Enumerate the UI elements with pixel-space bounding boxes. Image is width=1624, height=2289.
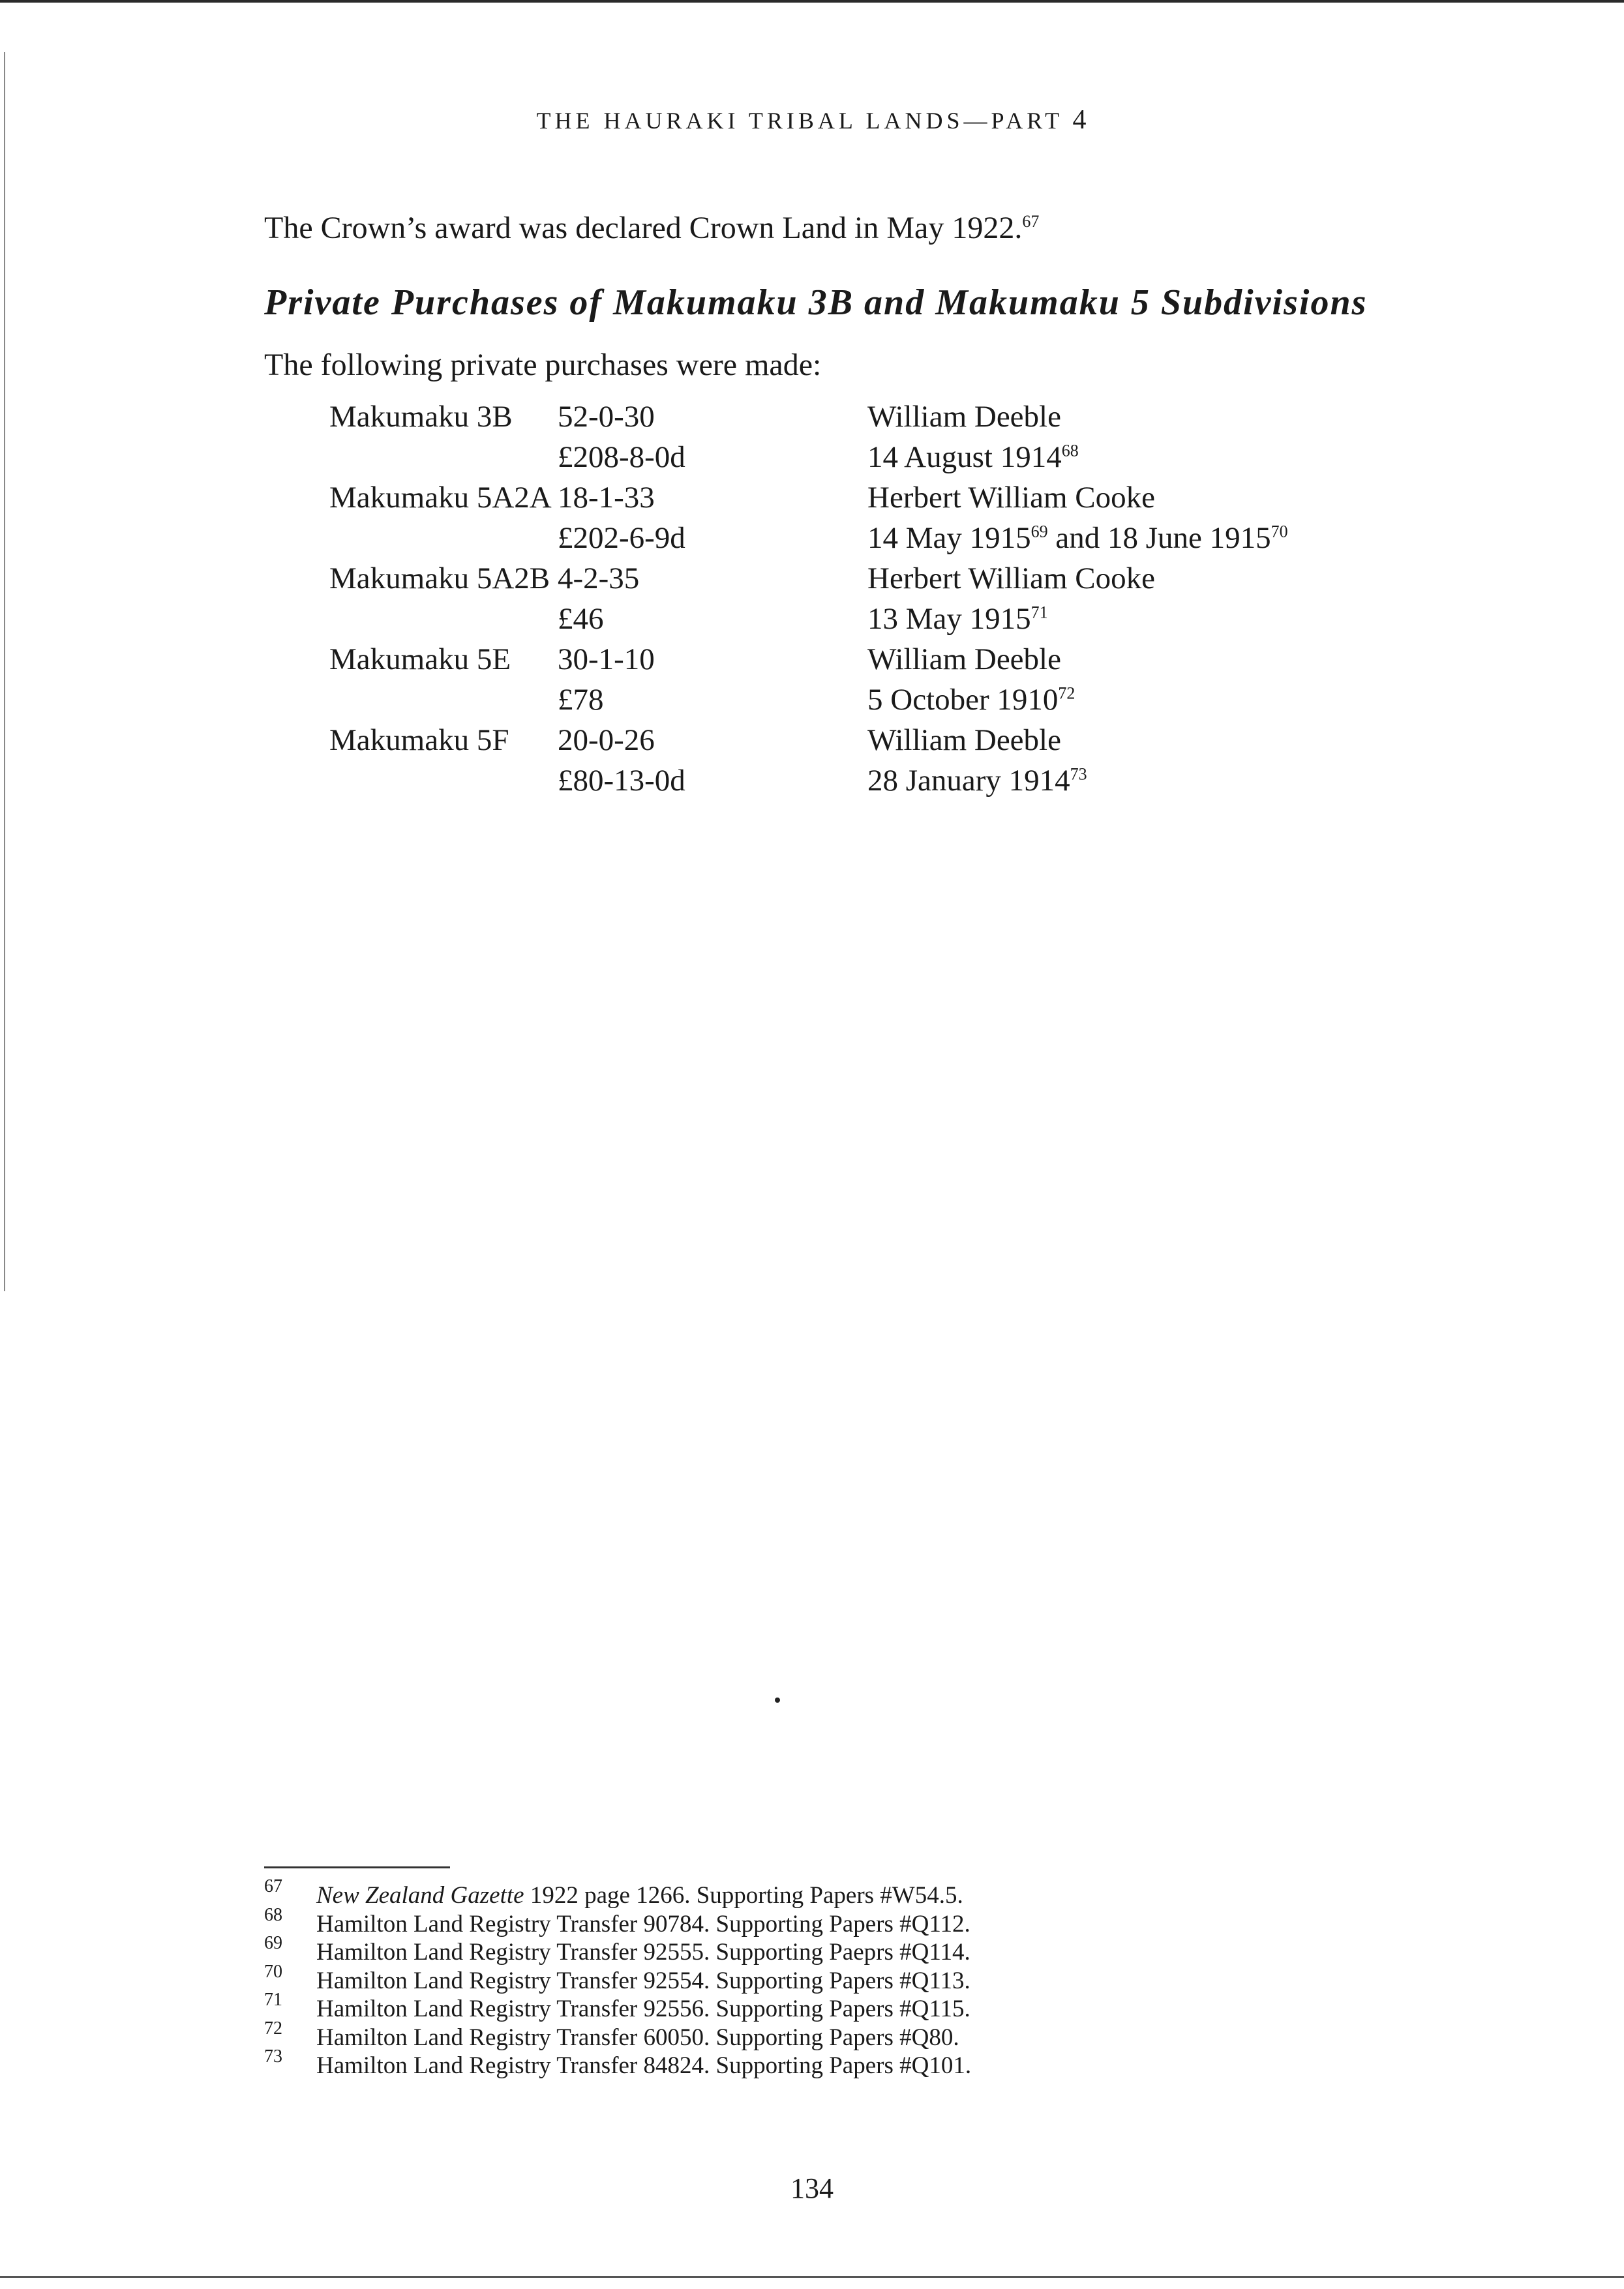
purchase-price: £46 [558, 602, 604, 636]
block-area: 52-0-30 [558, 400, 655, 434]
block-area: 4-2-35 [558, 561, 640, 595]
date-text: 13 May 1915 [867, 602, 1031, 636]
footnote-ref: 70 [1271, 522, 1288, 541]
block-area: 20-0-26 [558, 723, 655, 757]
block-name: Makumaku 5A2B [329, 561, 550, 595]
purchase-price: £202-6-9d [558, 521, 685, 555]
block-name: Makumaku 5F [329, 723, 509, 757]
footnote-number: 72 [264, 2018, 282, 2039]
footnote-ref: 72 [1058, 683, 1075, 703]
intro-paragraph [264, 209, 1039, 248]
purchase-date [867, 760, 1087, 801]
purchaser: Herbert William Cooke [867, 561, 1156, 595]
purchaser: William Deeble [867, 723, 1061, 757]
footnote-number: 70 [264, 1961, 282, 1982]
top-edge-rule [0, 0, 1624, 3]
footnote-body: 1922 page 1266. Supporting Papers #W54.5. [524, 1882, 963, 1909]
date-text-second: and 18 June 1915 [1047, 521, 1271, 555]
purchaser: William Deeble [867, 642, 1061, 676]
purchase-date [867, 680, 1075, 720]
footnote-number: 68 [264, 1904, 282, 1925]
footnote-number: 69 [264, 1933, 282, 1953]
footnote-text [316, 1881, 963, 1909]
date-text: 5 October 1910 [867, 683, 1059, 717]
footnote-ref: 68 [1061, 441, 1079, 460]
footnote-rule [264, 1866, 450, 1868]
block-name: Makumaku 5A2A [329, 481, 552, 515]
intro-text: The Crown’s award was declared Crown Land in May 1922. [264, 211, 1023, 245]
footnote-text: Hamilton Land Registry Transfer 92554. Supporting Papers #Q113. [316, 1967, 970, 1994]
footnote-text: Hamilton Land Registry Transfer 92556. Supporting Papers #Q115. [316, 1996, 970, 2022]
ink-speck [775, 1698, 780, 1703]
purchase-date [867, 518, 1288, 558]
footnote-title: New Zealand Gazette [316, 1882, 524, 1909]
footnote-text: Hamilton Land Registry Transfer 92555. Supporting Paeprs #Q114. [316, 1939, 970, 1966]
footnote-number: 71 [264, 1990, 282, 2010]
footnote-number: 67 [264, 1876, 282, 1896]
footnote-text: Hamilton Land Registry Transfer 60050. Supporting Papers #Q80. [316, 2024, 959, 2051]
section-heading: Private Purchases of Makumaku 3B and Makumaku 5 Subdivisions [264, 282, 1368, 323]
footnote-text: Hamilton Land Registry Transfer 84824. Supporting Papers #Q101. [316, 2052, 972, 2079]
block-name: Makumaku 3B [329, 400, 513, 434]
footnote-ref: 67 [1022, 212, 1040, 231]
block-area: 30-1-10 [558, 642, 655, 676]
footnote-ref: 71 [1030, 603, 1048, 622]
purchaser: Herbert William Cooke [867, 481, 1156, 515]
running-head-part: 4 [1072, 105, 1088, 135]
date-text: 28 January 1914 [867, 764, 1070, 798]
footnote-ref: 69 [1030, 522, 1048, 541]
footnote-ref: 73 [1070, 764, 1087, 784]
purchase-date [867, 437, 1079, 477]
purchase-price: £208-8-0d [558, 440, 685, 474]
purchaser: William Deeble [867, 400, 1061, 434]
running-head-title: THE HAURAKI TRIBAL LANDS—PART [536, 108, 1063, 134]
purchase-price: £78 [558, 683, 604, 717]
date-text: 14 May 1915 [867, 521, 1031, 555]
bottom-edge-rule [0, 2276, 1624, 2278]
block-area: 18-1-33 [558, 481, 655, 515]
page-number: 134 [790, 2172, 834, 2204]
purchase-date [867, 599, 1048, 639]
lead-paragraph: The following private purchases were made: [264, 348, 822, 382]
running-head [0, 104, 1624, 136]
footnote-text: Hamilton Land Registry Transfer 90784. Supporting Papers #Q112. [316, 1910, 970, 1937]
left-edge-mark [4, 52, 5, 1291]
purchase-price: £80-13-0d [558, 764, 685, 798]
block-name: Makumaku 5E [329, 642, 511, 676]
date-text: 14 August 1914 [867, 440, 1062, 474]
footnote-number: 73 [264, 2046, 282, 2067]
